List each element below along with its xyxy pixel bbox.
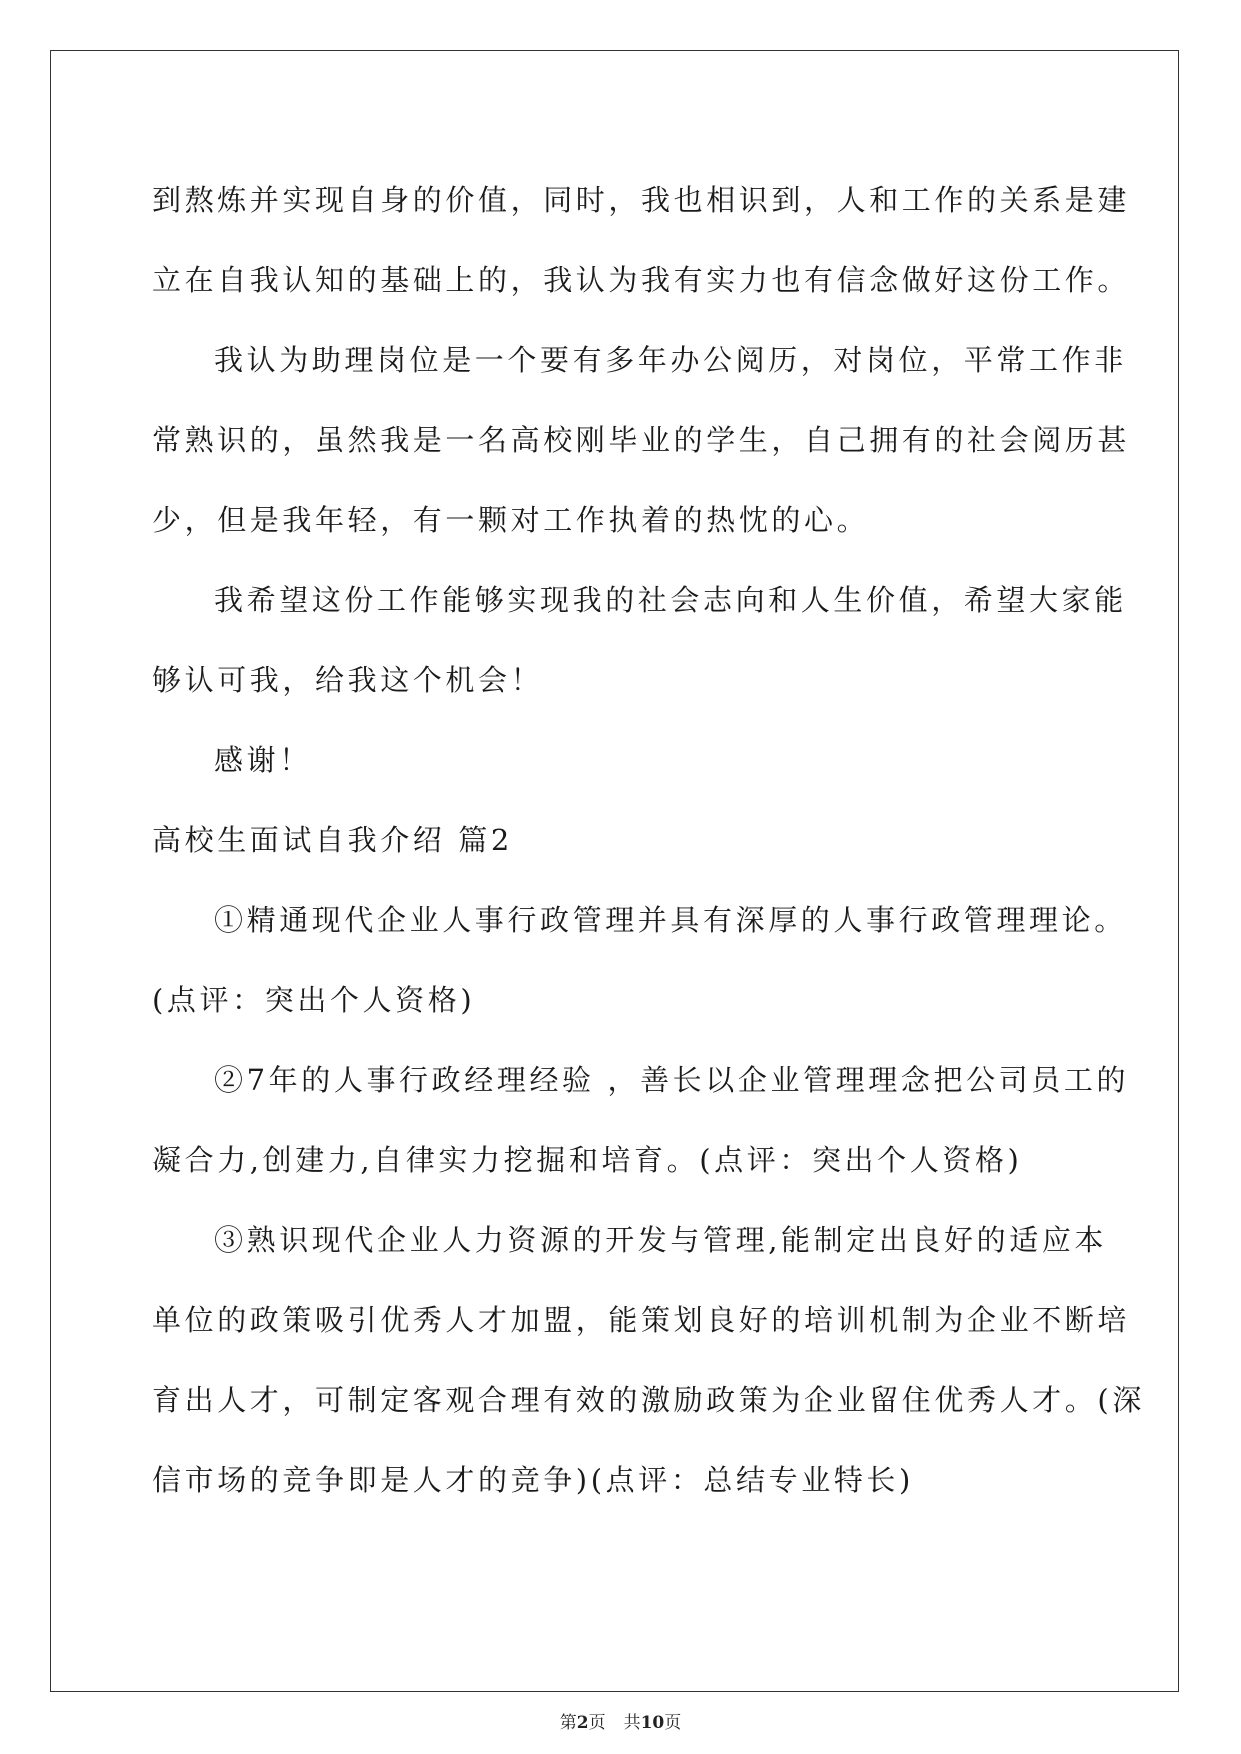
paragraph-line: 感谢！ (214, 743, 312, 777)
paragraph-line: 育出人才，可制定客观合理有效的激励政策为企业留住优秀人才。(深 (152, 1383, 1145, 1417)
total-pages: 10 (640, 1713, 665, 1733)
paragraph-line: 到熬炼并实现自身的价值，同时，我也相识到，人和工作的关系是建 (152, 183, 1131, 217)
footer-total-prefix: 共 (623, 1713, 641, 1733)
paragraph-line: ①精通现代企业人事行政管理并具有深厚的人事行政管理理论。 (214, 903, 1127, 937)
document-body (152, 160, 1145, 1520)
paragraph-line: 立在自我认知的基础上的，我认为我有实力也有信念做好这份工作。 (152, 263, 1131, 297)
paragraph-line: 够认可我，给我这个机会！ (152, 663, 544, 697)
paragraph-line: 少，但是我年轻，有一颗对工作执着的热忱的心。 (152, 503, 870, 537)
section-heading: 高校生面试自我介绍 篇2 (152, 823, 513, 857)
page-number: 2 (576, 1713, 589, 1733)
paragraph-line: 我希望这份工作能够实现我的社会志向和人生价值，希望大家能 (214, 583, 1127, 617)
paragraph-line: 信市场的竞争即是人才的竞争)(点评：总结专业特长) (152, 1463, 914, 1497)
paragraph-line: 凝合力,创建力,自律实力挖掘和培育。(点评：突出个人资格) (152, 1143, 1023, 1177)
paragraph-line: 单位的政策吸引优秀人才加盟，能策划良好的培训机制为企业不断培 (152, 1303, 1131, 1337)
paragraph-line: ②7年的人事行政经理经验 ，善长以企业管理理念把公司员工的 (214, 1063, 1130, 1097)
paragraph-line: 常熟识的，虽然我是一名高校刚毕业的学生，自己拥有的社会阅历甚 (152, 423, 1131, 457)
page-footer (0, 1712, 1241, 1734)
paragraph-line: ③熟识现代企业人力资源的开发与管理,能制定出良好的适应本 (214, 1223, 1108, 1257)
footer-prefix: 第 (559, 1713, 577, 1733)
paragraph-line: 我认为助理岗位是一个要有多年办公阅历，对岗位，平常工作非 (214, 343, 1127, 377)
paragraph-line: (点评：突出个人资格) (152, 983, 476, 1017)
footer-page-suffix: 页 (588, 1713, 606, 1733)
footer-total-suffix: 页 (664, 1713, 682, 1733)
